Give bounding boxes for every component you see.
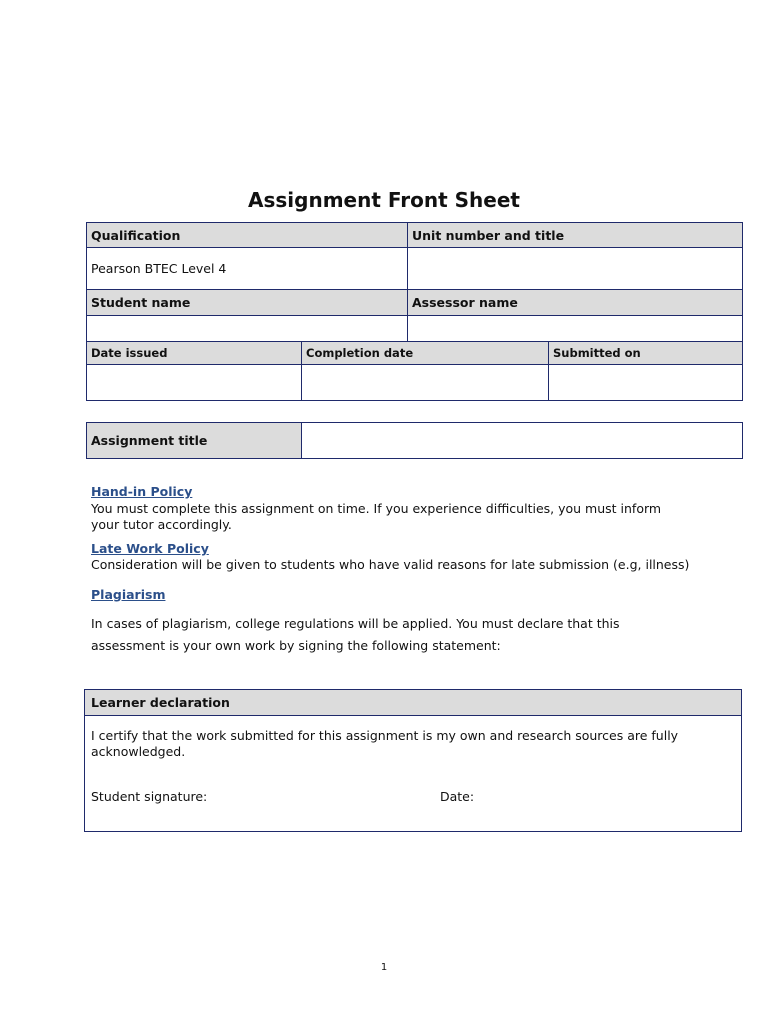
date-issued-label: Date issued — [87, 342, 302, 365]
plagiarism-line1: In cases of plagiarism, college regulations will be applied. You must declare that this — [91, 616, 620, 631]
student-signature-label: Student signature: — [91, 789, 208, 804]
handin-policy-heading: Hand-in Policy — [91, 484, 193, 499]
learner-declaration-text: I certify that the work submitted for this assignment is my own and research sources are fully acknowledged. — [91, 728, 679, 759]
qualification-field[interactable]: Pearson BTEC Level 4 — [87, 248, 408, 290]
completion-date-label: Completion date — [302, 342, 549, 365]
late-work-policy-text: Consideration will be given to students who have valid reasons for late submission (e.g, illness) — [91, 557, 690, 572]
late-work-policy-heading: Late Work Policy — [91, 541, 209, 556]
page-title: Assignment Front Sheet — [248, 188, 520, 212]
assessor-name-label: Assessor name — [408, 290, 743, 316]
info-table — [86, 222, 743, 342]
plagiarism-heading: Plagiarism — [91, 587, 166, 602]
plagiarism-line2: assessment is your own work by signing the following statement: — [91, 638, 501, 653]
assessor-name-field[interactable] — [408, 316, 743, 342]
date-issued-field[interactable] — [87, 365, 302, 401]
declaration-date-label: Date: — [440, 789, 475, 804]
assignment-title-table — [86, 422, 743, 459]
assignment-title-label: Assignment title — [87, 423, 302, 459]
student-name-field[interactable] — [87, 316, 408, 342]
page-number: 1 — [380, 962, 388, 973]
handin-policy-line2: your tutor accordingly. — [91, 517, 232, 532]
qualification-label: Qualification — [87, 223, 408, 248]
submitted-on-label: Submitted on — [549, 342, 743, 365]
unit-label: Unit number and title — [408, 223, 743, 248]
completion-date-field[interactable] — [302, 365, 549, 401]
learner-declaration-box — [84, 689, 742, 832]
submitted-on-field[interactable] — [549, 365, 743, 401]
handin-policy-line1: You must complete this assignment on time. If you experience difficulties, you must inform — [91, 501, 662, 516]
assignment-title-field[interactable] — [302, 423, 743, 459]
unit-field[interactable] — [408, 248, 743, 290]
learner-declaration-heading: Learner declaration — [85, 690, 741, 716]
dates-table — [86, 341, 743, 401]
student-name-label: Student name — [87, 290, 408, 316]
